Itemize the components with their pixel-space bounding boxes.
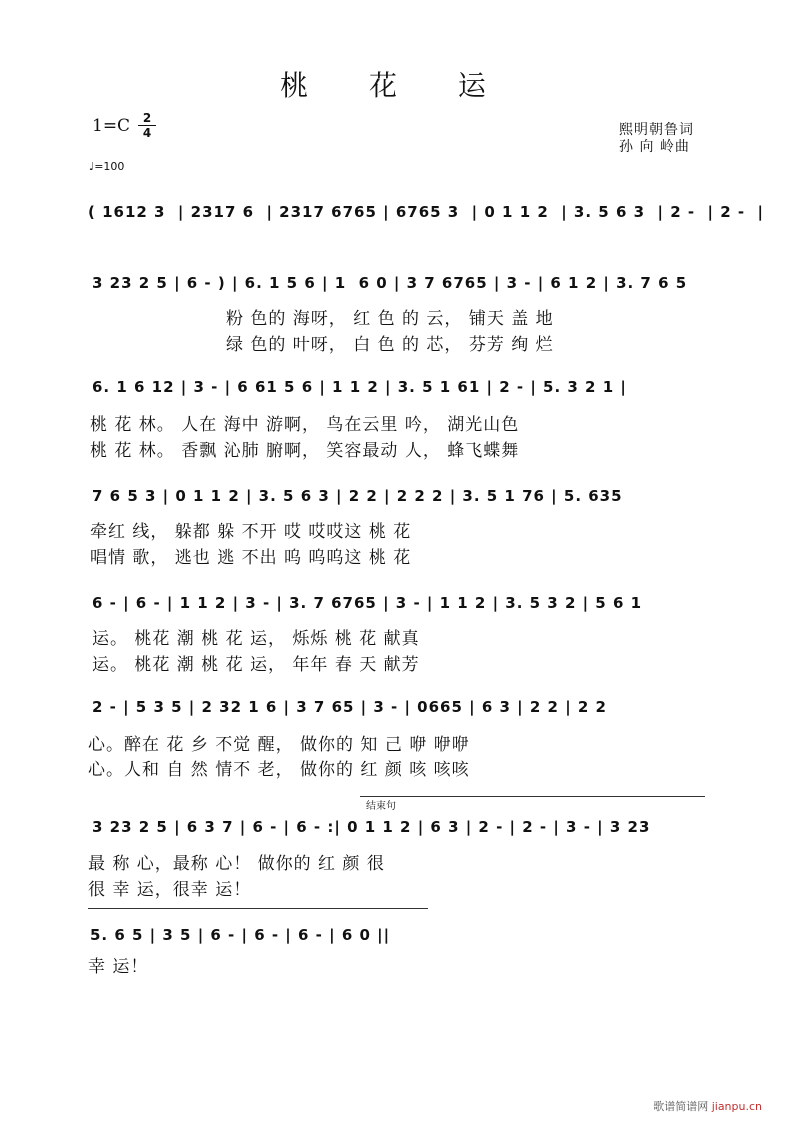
lyric-system-7-verse-2: 很 幸 运，很幸 运！ [88,880,252,900]
watermark-site: 歌谱简谱网 [653,1100,709,1113]
notation-system-1: ( 1612 3 | 2317 6 | 2317 6765 | 6765 3 | 0 1 1 2 | 3. 5 6 3 | 2 - | 2 - | [88,203,765,221]
lyric-system-6-verse-1: 心。醉在 花 乡 不觉 醒， 做你的 知 己 咿 咿咿 [88,735,470,755]
notation-system-6: 2 - | 5 3 5 | 2 32 1 6 | 3 7 65 | 3 - | 0665 | 6 3 | 2 2 | 2 2 [92,698,607,716]
notation-system-5: 6 - | 6 - | 1 1 2 | 3 - | 3. 7 6765 | 3 - | 1 1 2 | 3. 5 3 2 | 5 6 1 [92,594,643,612]
time-signature [138,112,156,139]
tempo-marking: ♩=100 [89,160,125,173]
lyricist-credit: 熙明朝鲁词 [619,122,694,138]
lyric-system-5-verse-1: 运。 桃花 潮 桃 花 运， 烁烁 桃 花 献真 [92,629,420,649]
lyric-system-3-verse-2: 桃 花 林。 香飘 沁肺 腑啊， 笑容最动 人， 蜂飞蝶舞 [90,441,520,461]
lyric-system-2-verse-2: 绿 色的 叶呀， 白 色 的 芯， 芬芳 绚 烂 [226,335,554,355]
watermark-url: jianpu.cn [711,1100,762,1113]
lyric-system-5-verse-2: 运。 桃花 潮 桃 花 运， 年年 春 天 献芳 [92,655,420,675]
time-signature-top: 2 [142,111,152,125]
key-signature: 1=C [92,116,131,136]
ending-bracket-line [360,796,705,797]
ending-label: 结束句 [366,801,396,812]
notation-system-7: 3 23 2 5 | 6 3 7 | 6 - | 6 - :| 0 1 1 2 | 6 3 | 2 - | 2 - | 3 - | 3 23 [92,818,651,836]
watermark [653,1098,762,1114]
notation-system-8: 5. 6 5 | 3 5 | 6 - | 6 - | 6 - | 6 0 || [90,926,391,944]
composer-credit: 孙 向 岭曲 [619,139,690,155]
lyric-system-3-verse-1: 桃 花 林。 人在 海中 游啊， 鸟在云里 吟， 湖光山色 [90,415,520,435]
lyric-system-4-verse-1: 牵红 线， 躲都 躲 不开 哎 哎哎这 桃 花 [90,522,412,542]
notation-system-4: 7 6 5 3 | 0 1 1 2 | 3. 5 6 3 | 2 2 | 2 2 2 | 3. 5 1 76 | 5. 635 [92,487,623,505]
lyric-system-6-verse-2: 心。人和 自 然 情不 老， 做你的 红 颜 咳 咳咳 [88,760,470,780]
song-title: 桃 花 运 [280,69,512,102]
final-system-top-line [88,908,428,909]
time-signature-bottom: 4 [142,126,152,140]
lyric-system-4-verse-2: 唱情 歌， 逃也 逃 不出 呜 呜呜这 桃 花 [90,548,412,568]
notation-system-2: 3 23 2 5 | 6 - ) | 6. 1 5 6 | 1 6 0 | 3 7 6765 | 3 - | 6 1 2 | 3. 7 6 5 [92,274,688,292]
notation-system-3: 6. 1 6 12 | 3 - | 6 61 5 6 | 1 1 2 | 3. 5 1 61 | 2 - | 5. 3 2 1 | [92,378,627,396]
lyric-system-8: 幸 运！ [88,957,149,977]
lyric-system-7-verse-1: 最 称 心，最称 心！ 做你的 红 颜 很 [88,854,385,874]
lyric-system-2-verse-1: 粉 色的 海呀， 红 色 的 云， 铺天 盖 地 [226,309,554,329]
